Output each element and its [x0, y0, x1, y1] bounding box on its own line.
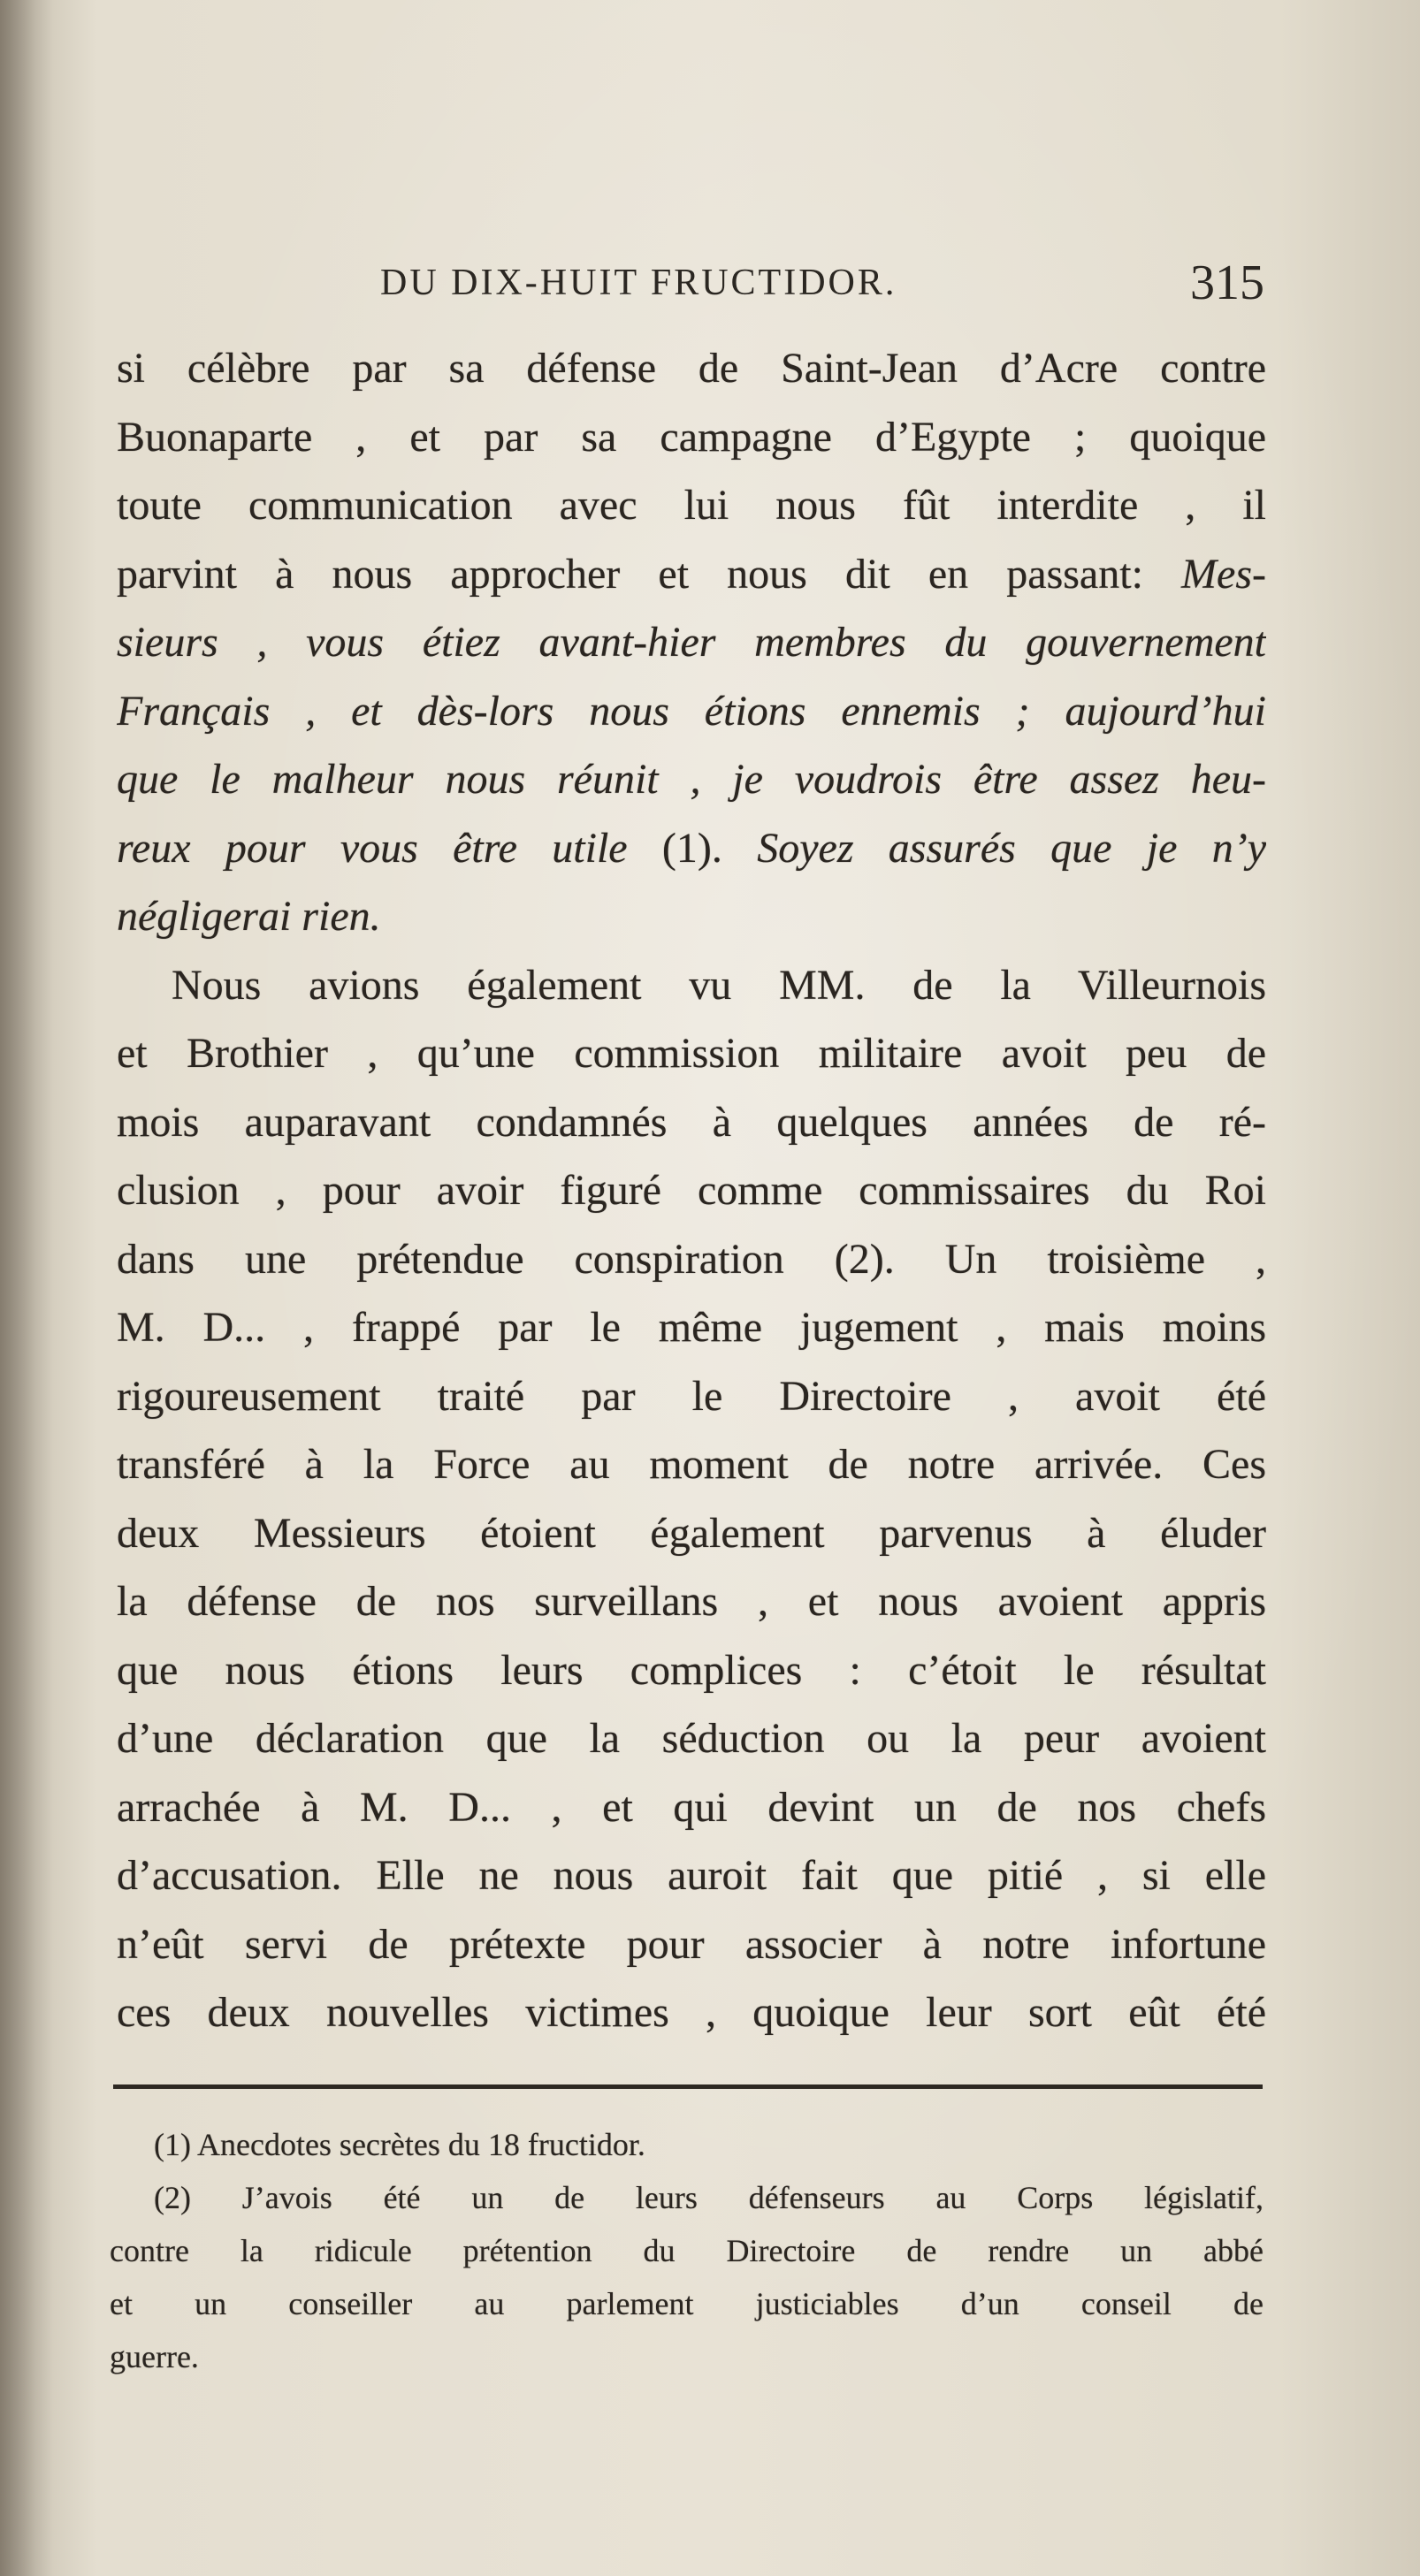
text-line: n’eût servi de prétexte pour associer à notre infortune — [117, 1920, 1266, 1968]
italic-line: négligerai rien. — [117, 893, 381, 940]
text-line: Buonaparte , et par sa campagne d’Egypte ; quoique — [117, 413, 1266, 461]
text-line: deux Messieurs étoient également parvenus à éluder — [117, 1509, 1266, 1557]
footnote-1: (1) Anecdotes secrètes du 18 fructidor. — [154, 2127, 645, 2162]
text-line: et Brothier , qu’une commission militaire avoit peu de — [117, 1030, 1266, 1077]
running-title: DU DIX-HUIT FRUCTIDOR. — [380, 263, 897, 303]
text-line: toute communication avec lui nous fût interdite , il — [117, 482, 1266, 529]
text-line: arrachée à M. D... , et qui devint un de nos chefs — [117, 1783, 1266, 1831]
text-line: M. D... , frappé par le même jugement , mais moins — [117, 1304, 1266, 1351]
italic-line: sieurs , vous étiez avant-hier membres du gouvernement — [117, 619, 1266, 666]
text-line: que nous étions leurs complices : c’étoit le résultat — [117, 1646, 1266, 1694]
text-line — [117, 814, 1266, 883]
text-line: mois auparavant condamnés à quelques années de ré- — [117, 1098, 1266, 1146]
page-number: 315 — [1190, 255, 1264, 310]
text-line: ces deux nouvelles victimes , quoique leur sort eût été — [117, 1989, 1266, 2036]
text-segment: parvint à nous approcher et nous dit en passant: — [117, 550, 1182, 598]
italic-segment: Mes- — [1181, 550, 1266, 598]
text-line: si célèbre par sa défense de Saint-Jean d’Acre contre — [117, 345, 1266, 392]
footnote-2-line: (2) J’avois été un de leurs défenseurs au Corps législatif, — [154, 2180, 1263, 2215]
text-line: transféré à la Force au moment de notre arrivée. Ces — [117, 1441, 1266, 1488]
text-line: d’accusation. Elle ne nous auroit fait que pitié , si elle — [117, 1852, 1266, 1899]
italic-segment: reux pour vous être utile — [117, 824, 628, 872]
text-line: la défense de nos surveillans , et nous avoient appris — [117, 1578, 1266, 1625]
text-line — [117, 540, 1266, 609]
italic-line: que le malheur nous réunit , je voudrois être assez heu- — [117, 756, 1266, 803]
text-line: dans une prétendue conspiration (2). Un troisième , — [117, 1235, 1266, 1283]
italic-line: Français , et dès-lors nous étions ennemis ; aujourd’hui — [117, 687, 1266, 735]
italic-segment: Soyez assurés que je n’y — [757, 824, 1266, 872]
body-text — [117, 334, 1266, 2047]
text-line: rigoureusement traité par le Directoire , avoit été — [117, 1372, 1266, 1420]
footnote-2-line: et un conseiller au parlement justiciables d’un conseil de — [110, 2286, 1263, 2321]
page-header — [380, 255, 1264, 324]
text-line: d’une déclaration que la séduction ou la peur avoient — [117, 1715, 1266, 1762]
text-line: Nous avions également vu MM. de la Villeurnois — [172, 961, 1266, 1009]
footnote-rule — [113, 2084, 1263, 2089]
footnote-2-line: guerre. — [110, 2339, 199, 2374]
footnote-2-line: contre la ridicule prétention du Directoire de rendre un abbé — [110, 2233, 1263, 2268]
text-line: clusion , pour avoir figuré comme commissaires du Roi — [117, 1167, 1266, 1214]
spine-shadow — [0, 0, 53, 2576]
footnote-ref: (1). — [627, 824, 758, 872]
footnotes — [110, 2118, 1263, 2383]
